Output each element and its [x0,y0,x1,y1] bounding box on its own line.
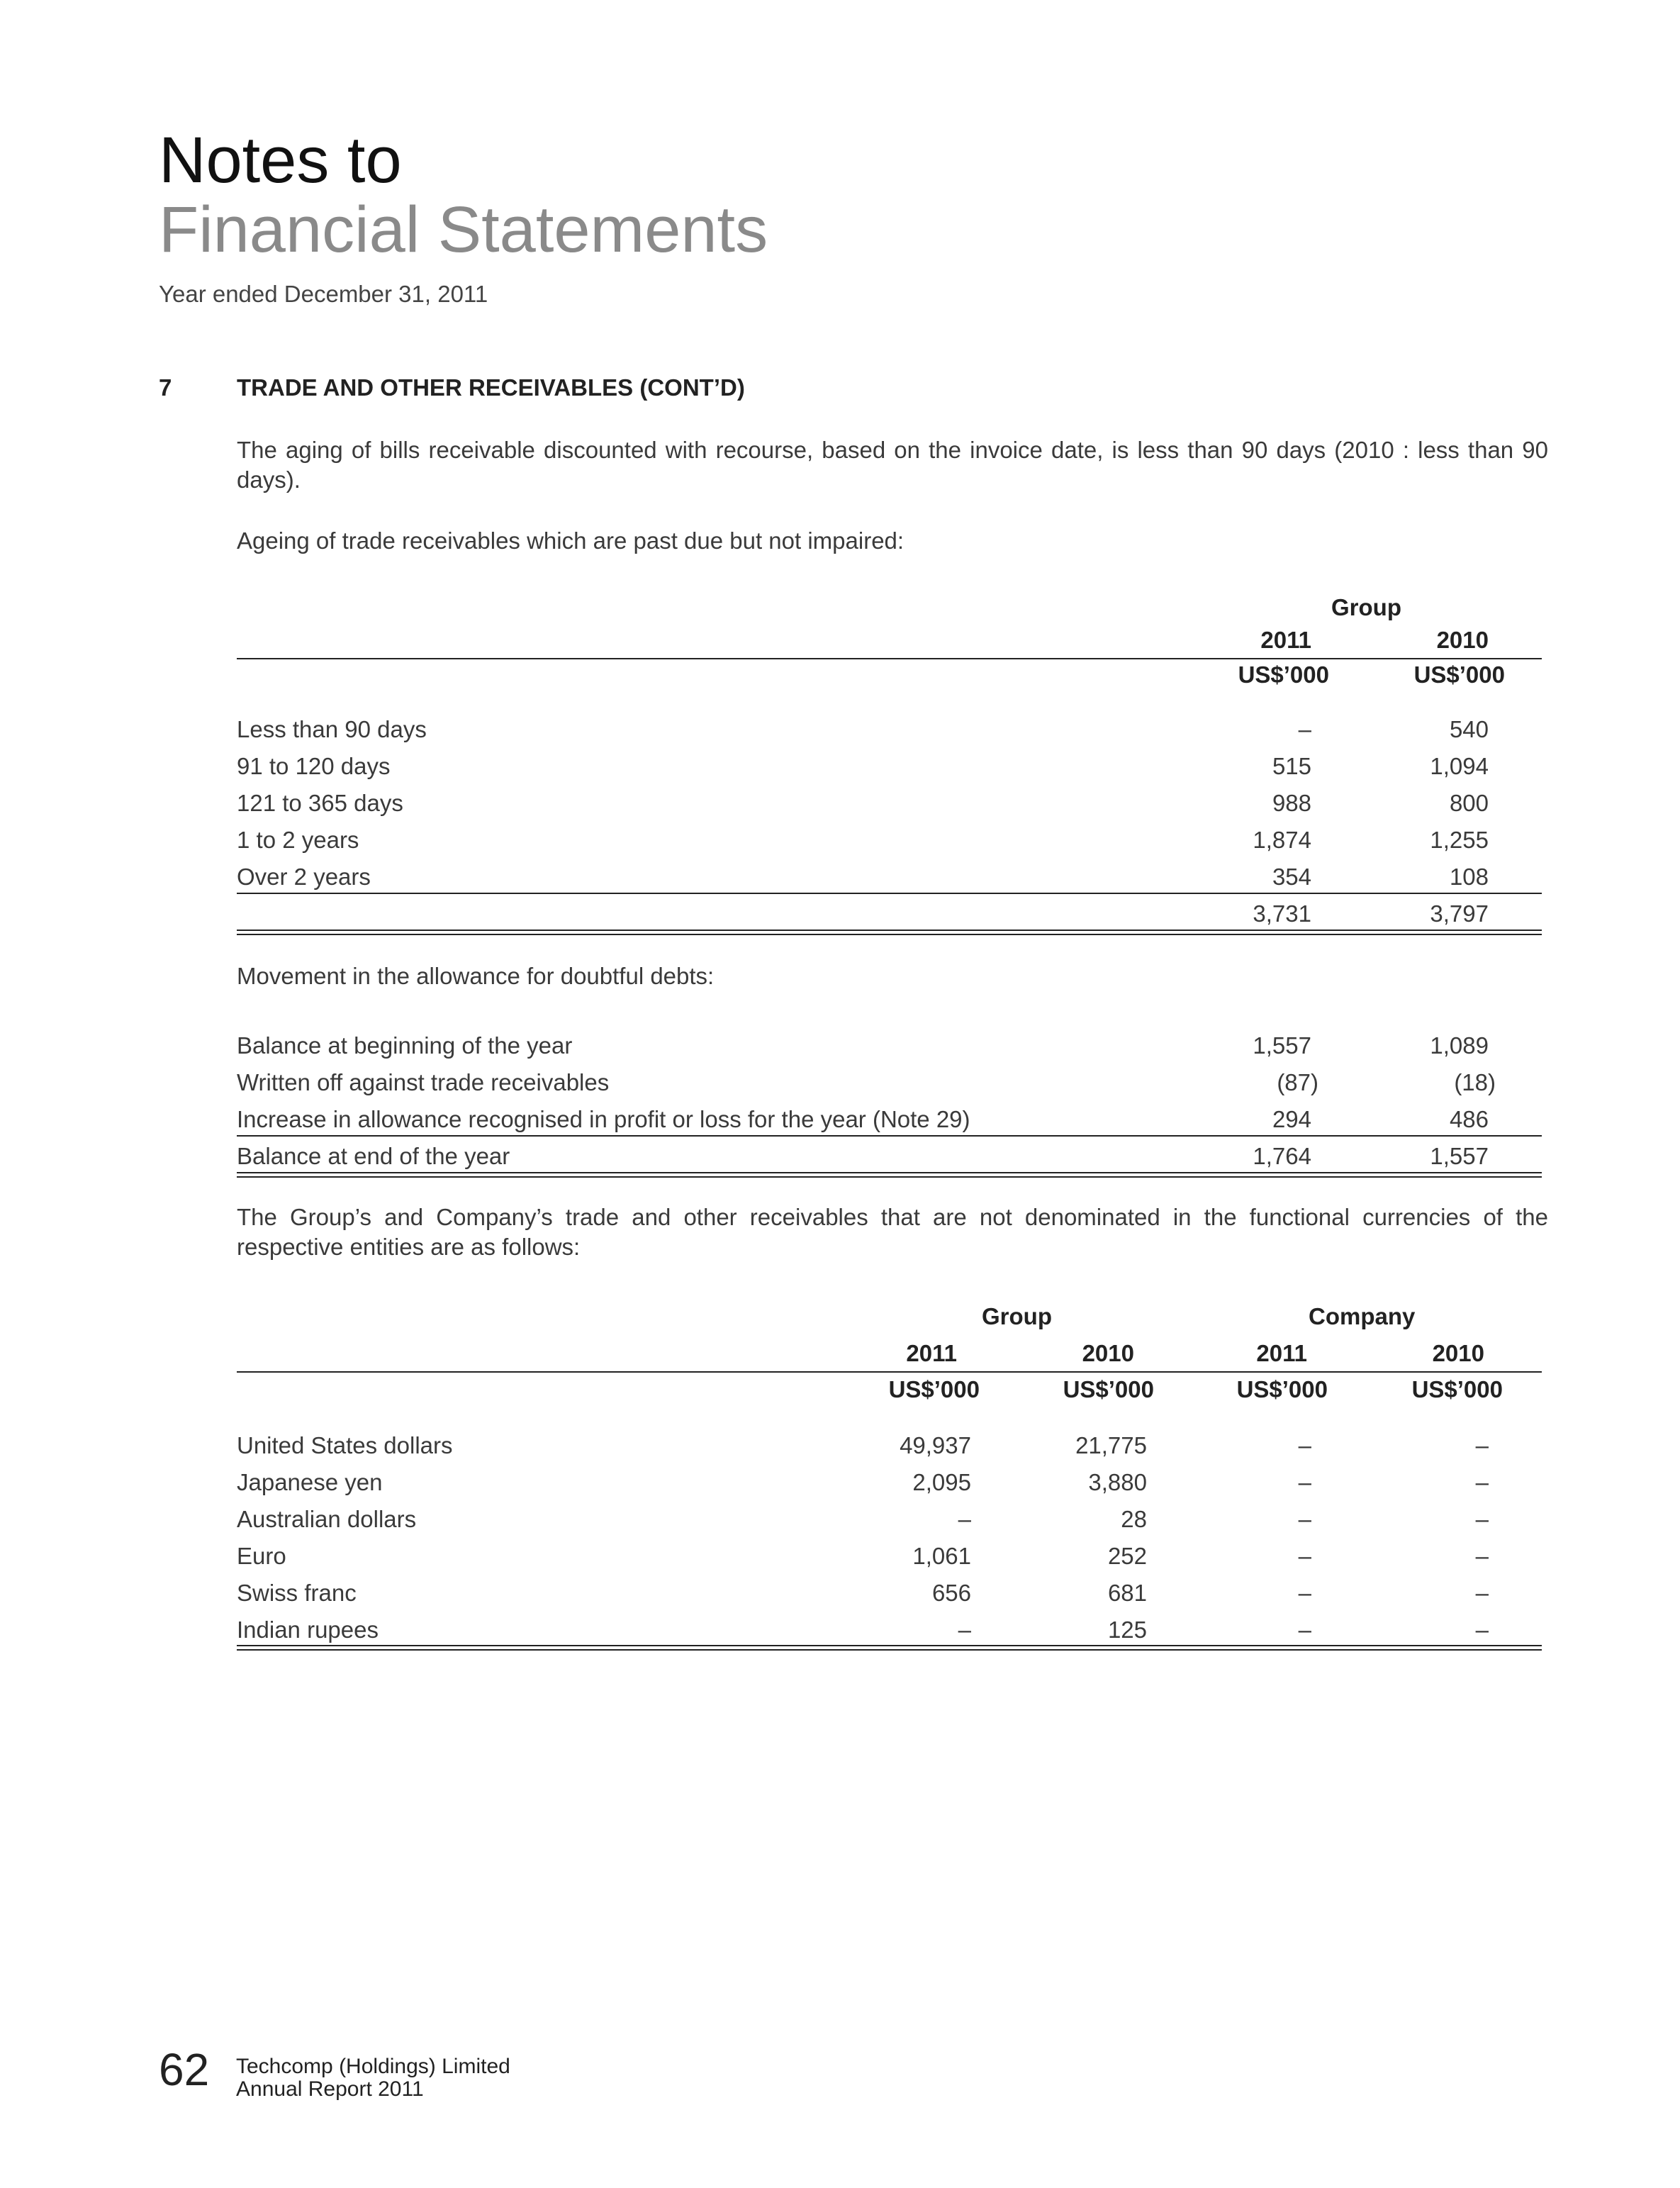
table-cell-company-2011: – [1298,1469,1311,1495]
table-cell-company-2010: – [1475,1469,1489,1495]
table-cell-2010: 1,089 [1430,1032,1489,1059]
table1-year-2010: 2010 [1436,627,1489,653]
table-cell-2010: 108 [1449,864,1489,890]
table-row-label: Indian rupees [237,1617,379,1643]
table-cell-company-2010: – [1475,1432,1489,1458]
table-cell-group-2010: 3,880 [1088,1469,1147,1495]
table1-group-label: Group [1331,594,1401,620]
table-cell-group-2010: 252 [1107,1543,1147,1569]
table-row-label: Euro [237,1543,286,1569]
table1-unit-2010: US$’000 [1413,662,1505,688]
table3-company-label: Company [1309,1303,1416,1329]
table-row-label: United States dollars [237,1432,453,1458]
table-cell-2010: 1,094 [1430,753,1489,779]
table-cell-2011: – [1298,716,1311,742]
paragraph-ageing-intro: Ageing of trade receivables which are past due but not impaired: [237,528,905,554]
table-cell-company-2010: – [1475,1506,1489,1532]
table-cell-group-2011: 656 [931,1580,971,1606]
table-cell-2011: (87) [1277,1069,1318,1095]
table-cell-group-2011: – [958,1506,971,1532]
table-cell-2011: 294 [1272,1106,1311,1132]
table-row-label: Swiss franc [237,1580,357,1606]
table3-year-company-2010: 2010 [1432,1340,1484,1366]
table-row-label: Less than 90 days [237,716,427,742]
table-cell-2010: 1,255 [1430,827,1489,853]
table1-unit-2011: US$’000 [1238,662,1329,688]
section-number: 7 [159,374,172,401]
table1-total-2010: 3,797 [1430,900,1489,927]
page-number: 62 [159,2044,210,2095]
table3-year-group-2011: 2011 [906,1340,957,1366]
table-cell-2010: 540 [1449,716,1489,742]
table1-total-double-rule [237,930,1542,931]
table-cell-company-2011: – [1298,1432,1311,1458]
table1-total-double-rule [237,934,1542,935]
table3-unit-company-2011: US$’000 [1236,1376,1328,1402]
table-cell-group-2011: 49,937 [900,1432,971,1458]
table-cell-group-2011: 2,095 [912,1469,971,1495]
table-row-label: Written off against trade receivables [237,1069,610,1095]
table-row-label: Increase in allowance recognised in profit or loss for the year (Note 29) [237,1106,970,1132]
paragraph-currency-intro: The Group’s and Company’s trade and other receivables that are not denominated in the functional currencies of the respective entities are as follows: [237,1204,1548,1260]
table-row-label: Balance at beginning of the year [237,1032,573,1059]
table3-year-company-2011: 2011 [1256,1340,1307,1366]
table-cell-company-2011: – [1298,1506,1311,1532]
paragraph-bills-aging: The aging of bills receivable discounted with recourse, based on the invoice date, is less than 90 days (2010 : less than 90 days). [237,437,1548,493]
table-cell-company-2011: – [1298,1580,1311,1606]
table1-total-2011: 3,731 [1253,900,1311,927]
table-row-label: Balance at end of the year [237,1143,510,1169]
table3-header-rule [237,1371,1542,1373]
table-cell-2010: (18) [1454,1069,1496,1095]
table-cell-company-2010: – [1475,1580,1489,1606]
table-cell-2010: 486 [1449,1106,1489,1132]
table3-total-double-rule [237,1645,1542,1646]
table-cell-group-2010: 681 [1107,1580,1147,1606]
table-row-label: 1 to 2 years [237,827,359,853]
table3-unit-company-2010: US$’000 [1411,1376,1503,1402]
table-cell-group-2010: 125 [1107,1617,1147,1643]
table-cell-2011: 988 [1272,790,1311,816]
table-cell-company-2011: – [1298,1543,1311,1569]
table-cell-2011: 1,764 [1253,1143,1311,1169]
paragraph-allowance-intro: Movement in the allowance for doubtful debts: [237,963,715,989]
table-cell-company-2010: – [1475,1543,1489,1569]
table-cell-company-2010: – [1475,1617,1489,1643]
table2-total-double-rule [237,1172,1542,1173]
table3-group-label: Group [982,1303,1052,1329]
page-title-line1: Notes to [159,124,402,196]
table3-total-double-rule [237,1649,1542,1651]
table-row-label: 121 to 365 days [237,790,403,816]
table-cell-2011: 1,874 [1253,827,1311,853]
section-title: TRADE AND OTHER RECEIVABLES (CONT’D) [237,374,745,401]
table2-subtotal-rule [237,1135,1542,1137]
table-cell-group-2010: 28 [1121,1506,1147,1532]
table3-unit-group-2010: US$’000 [1063,1376,1154,1402]
table-cell-2010: 1,557 [1430,1143,1489,1169]
table-cell-2011: 354 [1272,864,1311,890]
table-cell-2011: 515 [1272,753,1311,779]
page-title-line2: Financial Statements [159,194,768,266]
footer-report-name: Annual Report 2011 [236,2077,424,2101]
table-cell-group-2010: 21,775 [1075,1432,1147,1458]
table-row-label: 91 to 120 days [237,753,391,779]
table1-subtotal-rule [237,893,1542,894]
table-row-label: Australian dollars [237,1506,417,1532]
table-cell-2010: 800 [1449,790,1489,816]
table1-year-2011: 2011 [1260,627,1311,653]
table3-unit-group-2011: US$’000 [888,1376,980,1402]
page-subtitle: Year ended December 31, 2011 [159,281,488,307]
table-row-label: Over 2 years [237,864,371,890]
table-cell-group-2011: 1,061 [912,1543,971,1569]
table-row-label: Japanese yen [237,1469,383,1495]
table2-total-double-rule [237,1176,1542,1178]
table-cell-2011: 1,557 [1253,1032,1311,1059]
table3-year-group-2010: 2010 [1082,1340,1134,1366]
table1-header-rule [237,658,1542,659]
footer-company-name: Techcomp (Holdings) Limited [236,2055,510,2078]
table-cell-company-2011: – [1298,1617,1311,1643]
table-cell-group-2011: – [958,1617,971,1643]
